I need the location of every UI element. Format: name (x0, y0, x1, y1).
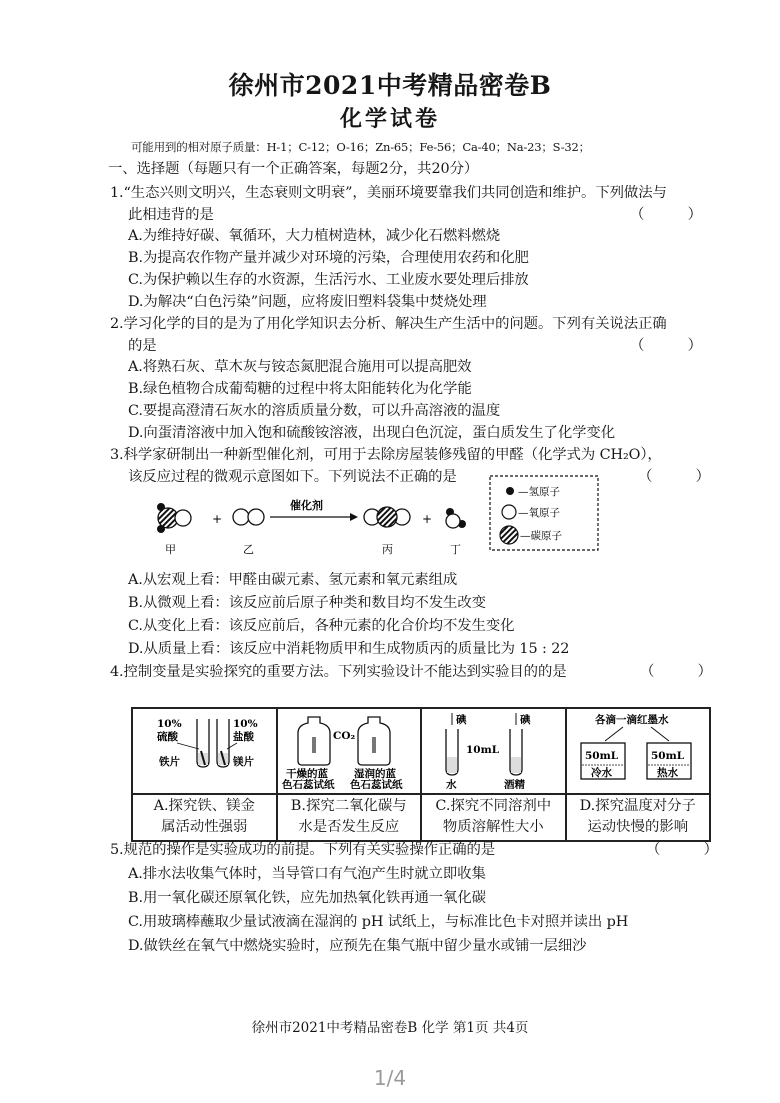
acid2-name: 盐酸 (233, 731, 254, 743)
reaction-diagram (140, 474, 720, 559)
experiment-c-picture (421, 708, 566, 794)
test-tubes-metals (133, 709, 274, 789)
q1-answer-paren: （ ） (630, 207, 702, 223)
q5-answer-paren: （ ） (646, 842, 718, 858)
q2-option-d: D.向蛋清溶液中加入饱和硫酸铵溶液，出现白色沉淀，蛋白质发生了化学变化 (128, 425, 615, 441)
beaker1-volume: 50mL (584, 750, 618, 762)
legend-carbon-icon (500, 526, 518, 544)
cap-d-line1: D.探究温度对分子 (579, 798, 696, 814)
iodine2-label: 碘 (520, 714, 531, 726)
experiment-a-picture (132, 708, 277, 794)
plus-sign-1: + (212, 512, 223, 526)
co2-label: CO₂ (332, 730, 355, 742)
q1-stem-line2: 此相违背的是 (128, 207, 214, 223)
label-bing: 丙 (382, 543, 393, 556)
solvent1-label: 水 (446, 779, 457, 789)
q3-answer-paren: （ ） (638, 469, 710, 485)
solvent2-label: 酒精 (504, 779, 525, 789)
q4-stem: 4.控制变量是实验探究的重要方法。下列实验设计不能达到实验目的的是 (110, 664, 567, 680)
ink-drop-label: 各滴一滴红墨水 (594, 714, 668, 726)
ink-diffusion (567, 709, 712, 789)
q1-option-d: D.为解决“白色污染”问题，应将废旧塑料袋集中焚烧处理 (128, 294, 487, 310)
gas-bottles (278, 709, 423, 789)
metal1-label: 铁片 (159, 756, 180, 768)
label-yi: 乙 (243, 543, 254, 556)
experiment-d-picture (566, 708, 711, 794)
page-footer: 徐州市2021中考精品密卷B 化学 第1页 共4页 (251, 1020, 529, 1036)
q1-option-b: B.为提高农作物产量并减少对环境的污染，合理使用农药和化肥 (128, 250, 529, 266)
q3-option-d: D.从质量上看：该反应中消耗物质甲和生成物质丙的质量比为 15 : 22 (128, 641, 570, 657)
paper2-line1: 湿润的蓝 (353, 768, 396, 780)
q2-option-b: B.绿色植物合成葡萄糖的过程中将太阳能转化为化学能 (128, 381, 472, 397)
exam-subtitle: 化学试卷 (339, 106, 440, 132)
q2-option-a: A.将熟石灰、草木灰与铵态氮肥混合施用可以提高肥效 (128, 359, 472, 375)
arrow-head (350, 513, 358, 521)
paper1-line2: 色石蕊试纸 (281, 779, 334, 789)
q3-stem-line1: 3.科学家研制出一种新型催化剂，可用于去除房屋装修残留的甲醛（化学式为 CH₂O）， (110, 447, 662, 463)
q1-option-c: C.为保护赖以生存的水资源，生活污水、工业废水要处理后排放 (128, 272, 529, 288)
carbon-dioxide-molecule (364, 507, 410, 527)
q3-option-c: C.从变化上看：该反应前后，各种元素的化合价均不发生变化 (128, 618, 515, 634)
q1-option-a: A.为维持好碳、氧循环，大力植树造林，减少化石燃料燃烧 (128, 228, 501, 244)
q5-stem: 5.规范的操作是实验成功的前提。下列有关实验操作正确的是 (110, 842, 496, 858)
exam-title: 徐州市2021中考精品密卷B (228, 71, 552, 100)
reaction-svg (140, 474, 720, 559)
cap-a-line1: A.探究铁、镁金 (153, 798, 255, 814)
experiment-d-caption (566, 794, 711, 841)
legend-oxygen-icon (502, 505, 516, 519)
metal2-label: 镁片 (233, 756, 254, 768)
page-indicator: 1/4 (373, 1066, 407, 1090)
q1-stem-line1: 1.“生态兴则文明兴，生态衰则文明衰”，美丽环境要靠我们共同创造和维护。下列做法与 (110, 185, 667, 201)
experiment-b-caption (277, 794, 422, 841)
q5-option-c: C.用玻璃棒蘸取少量试液滴在湿润的 pH 试纸上，与标准比色卡对照并读出 pH (128, 914, 629, 930)
section1-header: 一、选择题（每题只有一个正确答案，每题2分，共20分） (108, 161, 479, 177)
legend-hydrogen: —氢原子 (518, 486, 560, 498)
q3-option-b: B.从微观上看：该反应前后原子种类和数目均不发生改变 (128, 595, 486, 611)
q5-option-b: B.用一氧化碳还原氧化铁，应先加热氧化铁再通一氧化碳 (128, 890, 486, 906)
experiment-table (131, 707, 711, 842)
label-jia: 甲 (165, 543, 176, 556)
cap-c-line2: 物质溶解性大小 (442, 819, 544, 835)
paper1-line1: 干燥的蓝 (285, 768, 328, 780)
cap-b-line2: 水是否发生反应 (298, 819, 400, 835)
legend-carbon: —碳原子 (520, 530, 562, 542)
experiment-b-picture (277, 708, 422, 794)
cap-a-line2: 属活动性强弱 (161, 819, 248, 835)
acid2-pct: 10% (233, 718, 258, 730)
oxygen-molecule (233, 509, 264, 525)
water-molecule (446, 508, 466, 528)
experiment-a-caption (132, 794, 277, 841)
cap-b-line1: B.探究二氧化碳与 (290, 798, 407, 814)
q3-stem-line2: 该反应过程的微观示意图如下。下列说法不正确的是 (128, 469, 457, 485)
solvent-volume: 10mL (466, 744, 500, 756)
beaker2-volume: 50mL (650, 750, 684, 762)
q2-stem-line1: 2.学习化学的目的是为了用化学知识去分析、解决生产生活中的问题。下列有关说法正确 (110, 316, 667, 332)
q4-answer-paren: （ ） (640, 664, 712, 680)
formaldehyde-molecule (157, 503, 191, 533)
q5-option-a: A.排水法收集气体时，当导管口有气泡产生时就立即收集 (128, 866, 486, 882)
iodine-solvents (422, 709, 563, 789)
legend-oxygen: —氧原子 (518, 507, 560, 519)
plus-sign-2: + (422, 512, 433, 526)
iodine1-label: 碘 (456, 714, 467, 726)
q3-option-a: A.从宏观上看：甲醛由碳元素、氢元素和氧元素组成 (128, 572, 458, 588)
cap-d-line2: 运动快慢的影响 (587, 819, 689, 835)
paper2-line2: 色石蕊试纸 (349, 779, 402, 789)
cap-c-line1: C.探究不同溶剂中 (435, 798, 552, 814)
q2-answer-paren: （ ） (630, 338, 702, 354)
cold-water-label: 冷水 (590, 767, 612, 779)
label-ding: 丁 (450, 543, 461, 556)
atomic-masses: 可能用到的相对原子质量：H-1；C-12；O-16；Zn-65；Fe-56；Ca-40；Na-23；S-32； (131, 140, 590, 154)
q5-option-d: D.做铁丝在氧气中燃烧实验时，应预先在集气瓶中留少量水或铺一层细沙 (128, 938, 587, 954)
experiment-c-caption (421, 794, 566, 841)
q2-stem-line2: 的是 (128, 338, 157, 354)
acid1-pct: 10% (157, 718, 182, 730)
catalyst-label: 催化剂 (290, 499, 323, 512)
hot-water-label: 热水 (656, 767, 678, 779)
acid1-name: 硫酸 (157, 731, 178, 743)
q2-option-c: C.要提高澄清石灰水的溶质质量分数，可以升高溶液的温度 (128, 403, 501, 419)
legend-hydrogen-icon (506, 487, 514, 495)
